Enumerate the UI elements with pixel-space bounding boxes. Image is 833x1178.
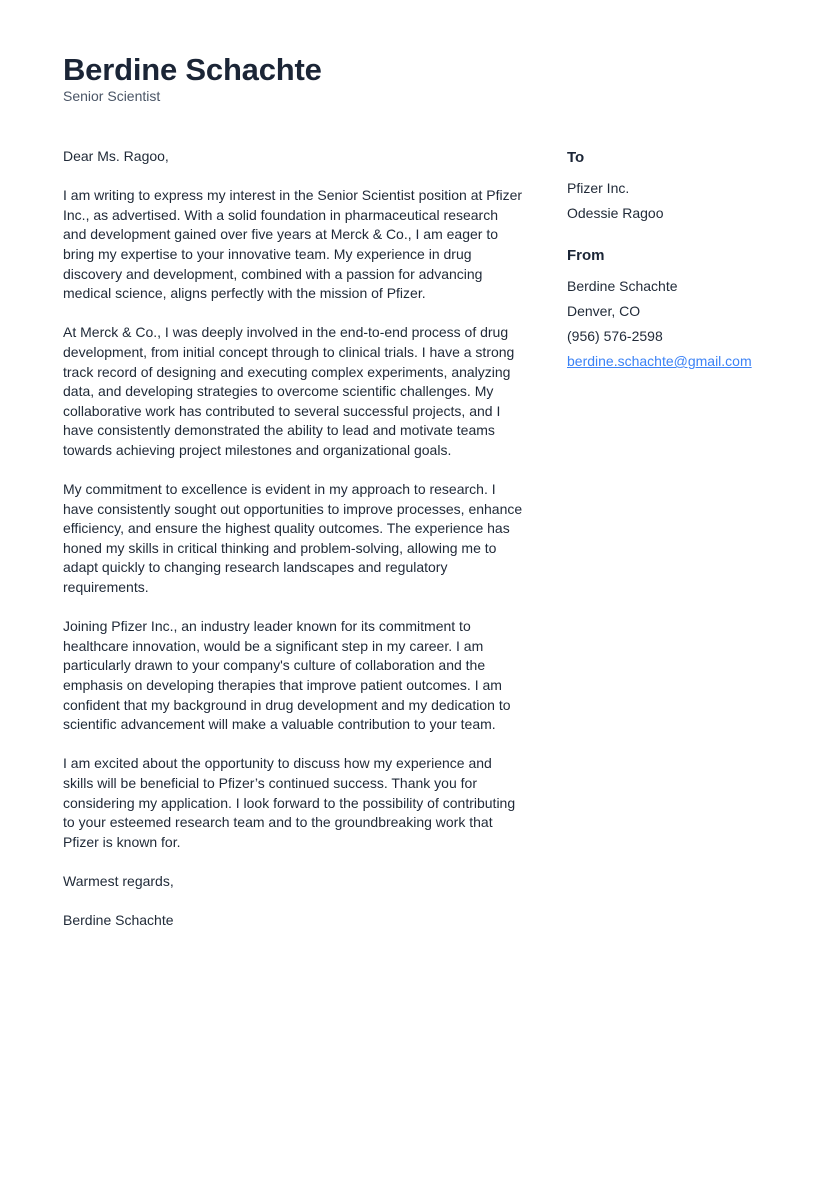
paragraph-2: At Merck & Co., I was deeply involved in the end-to-end process of drug development, from initial concept through to clinical trials. I have a strong track record of designing and executing complex experiments, analyzing data, and developing strategies to overcome scientific challenges. My collaborative work has contributed to several successful projects, and I have consistently demonstrated the ability to lead and motivate teams towards achieving project milestones and organizational goals. xyxy=(63,324,515,458)
sender-phone: (956) 576-2598 xyxy=(567,328,663,344)
sender-email-link[interactable]: berdine.schachte@gmail.com xyxy=(567,353,752,369)
paragraph-4: Joining Pfizer Inc., an industry leader known for its commitment to healthcare innovation, would be a significant step in my career. I am particularly drawn to your company's culture of collaboration and the emphasis on developing therapies that improve patient outcomes. I am confident that my background in drug development and my dedication to scientific advancement will make a valuable contribution to your team. xyxy=(63,618,511,733)
letter-header xyxy=(63,52,322,104)
paragraph-5: I am excited about the opportunity to discuss how my experience and skills will be beneficial to Pfizer’s continued success. Thank you for considering my application. I look forward to the possibility of contributing to your esteemed research team and to the groundbreaking work that Pfizer is known for. xyxy=(63,755,516,850)
paragraph-1: I am writing to express my interest in the Senior Scientist position at Pfizer Inc., as advertised. With a solid foundation in pharmaceutical research and development gained over five years at Merck & Co., I am eager to bring my expertise to your innovative team. My experience in drug discovery and development, combined with a passion for advancing medical science, aligns perfectly with the mission of Pfizer. xyxy=(63,187,523,302)
recipient-block xyxy=(567,148,807,226)
sender-name: Berdine Schachte xyxy=(567,278,678,294)
to-heading: To xyxy=(567,149,585,166)
sender-email-row xyxy=(567,349,807,374)
recipient-company: Pfizer Inc. xyxy=(567,180,630,196)
contact-sidebar xyxy=(567,148,807,374)
salutation: Dear Ms. Ragoo, xyxy=(63,148,169,164)
letter-body xyxy=(63,147,523,950)
from-heading: From xyxy=(567,247,605,264)
closing: Warmest regards, xyxy=(63,872,174,889)
sender-block xyxy=(567,246,807,374)
paragraph-3: My commitment to excellence is evident in my approach to research. I have consistently sought out opportunities to improve processes, enhance efficiency, and ensure the highest quality outcomes. The experience has honed my skills in critical thinking and problem-solving, allowing me to adapt quickly to changing research landscapes and regulatory requirements. xyxy=(63,481,523,596)
signature: Berdine Schachte xyxy=(63,912,174,929)
sender-location: Denver, CO xyxy=(567,303,641,319)
recipient-name: Odessie Ragoo xyxy=(567,205,664,221)
sender-name-heading: Berdine Schachte xyxy=(63,52,322,87)
sender-job-title: Senior Scientist xyxy=(63,88,161,104)
